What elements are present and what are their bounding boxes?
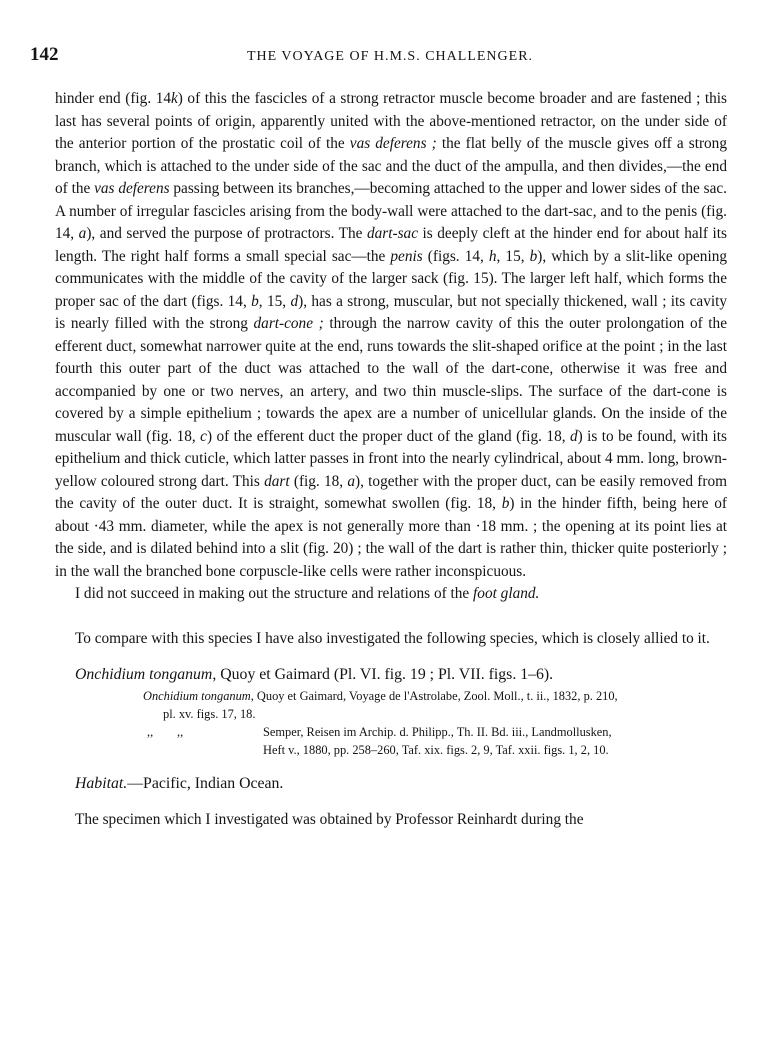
reference-quoy-gaimard-cont: pl. xv. figs. 17, 18. xyxy=(163,706,256,721)
paragraph-dart-sac: hinder end (fig. 14k) of this the fascicles of a strong retractor muscle become broader and are fastened ; this last has several points of origin, apparently united with the above-mentioned retractor, on the under side of the anterior portion of the prostatic coil of the vas deferens ; the flat belly of the muscle gives off a strong branch, which is attached to the under side of the sac and the duct of the ampulla, and then divides,—the end of the vas deferens passing between its branches,—becoming attached to the upper and lower sides of the sac. A number of irregular fascicles arising from the body-wall were attached to the dart-sac, and to the penis (fig. 14, a), and served the purpose of protractors. The dart-sac is deeply cleft at the hinder end for about half its length. The right half forms a small special sac—the penis (figs. 14, h, 15, b), which by a slit-like opening communicates with the middle of the cavity of the larger sack (fig. 15). The larger left half, which forms the proper sac of the dart (figs. 14, b, 15, d), has a strong, muscular, but not specially thickened, wall ; its cavity is nearly filled with the strong dart-cone ; through the narrow cavity of this the outer prolongation of the efferent duct, somewhat narrower quite at the end, runs towards the slit-shaped orifice at the point ; in the last fourth this outer part of the duct was attached to the wall of the dart-cone, otherwise it was free and accompanied by one or two nerves, an artery, and two thin muscle-slips. The surface of the dart-cone is covered by a simple epithelium ; towards the apex are a number of unicellular glands. On the inside of the muscular wall (fig. 18, c) of the efferent duct the proper duct of the gland (fig. 18, d) is to be found, with its epithelium and thick cuticle, which latter passes in front into the nearly cylindrical, about 4 mm. long, brown-yellow coloured strong dart. This dart (fig. 18, a), together with the proper duct, can be easily removed from the cavity of the outer duct. It is straight, somewhat swollen (fig. 18, b) in the hinder fifth, being here of about ·43 mm. diameter, while the apex is not generally more than ·18 mm. ; the opening at its point lies at the side, and is dilated behind into a slit (fig. 20) ; the wall of the dart is rather thin, thicker quite posteriorly ; in the wall the branched bone corpuscle-like cells were rather inconspicuous. xyxy=(55,90,727,580)
reference-semper-line2: Heft v., 1880, pp. 258–260, Taf. xix. figs. 2, 9, Taf. xxii. figs. 1, 2, 10. xyxy=(263,742,609,757)
paragraph-compare: To compare with this species I have also investigated the following species, which is closely allied to it. xyxy=(75,629,710,647)
reference-semper-line1: Semper, Reisen im Archip. d. Philipp., Th. II. Bd. iii., Landmollusken, xyxy=(263,724,612,739)
species-heading: Onchidium tonganum, Quoy et Gaimard (Pl. VI. fig. 19 ; Pl. VII. figs. 1–6). xyxy=(75,666,554,683)
ditto-mark: ,, xyxy=(177,724,184,739)
reference-semper xyxy=(55,723,727,759)
habitat: Habitat.—Pacific, Indian Ocean. xyxy=(75,774,284,792)
paragraph-foot-gland: I did not succeed in making out the structure and relations of the foot gland. xyxy=(75,585,540,602)
page-number: 142 xyxy=(30,44,59,65)
synonymy-references xyxy=(55,687,727,759)
ditto-mark: ,, xyxy=(147,724,154,739)
paragraph-specimen: The specimen which I investigated was obtained by Professor Reinhardt during the xyxy=(75,811,584,828)
reference-quoy-gaimard: Onchidium tonganum, Quoy et Gaimard, Voyage de l'Astrolabe, Zool. Moll., t. ii., 1832, p. 210, xyxy=(143,688,618,703)
body-text xyxy=(55,88,727,832)
running-head: THE VOYAGE OF H.M.S. CHALLENGER. xyxy=(246,49,534,64)
page-header xyxy=(30,44,750,70)
